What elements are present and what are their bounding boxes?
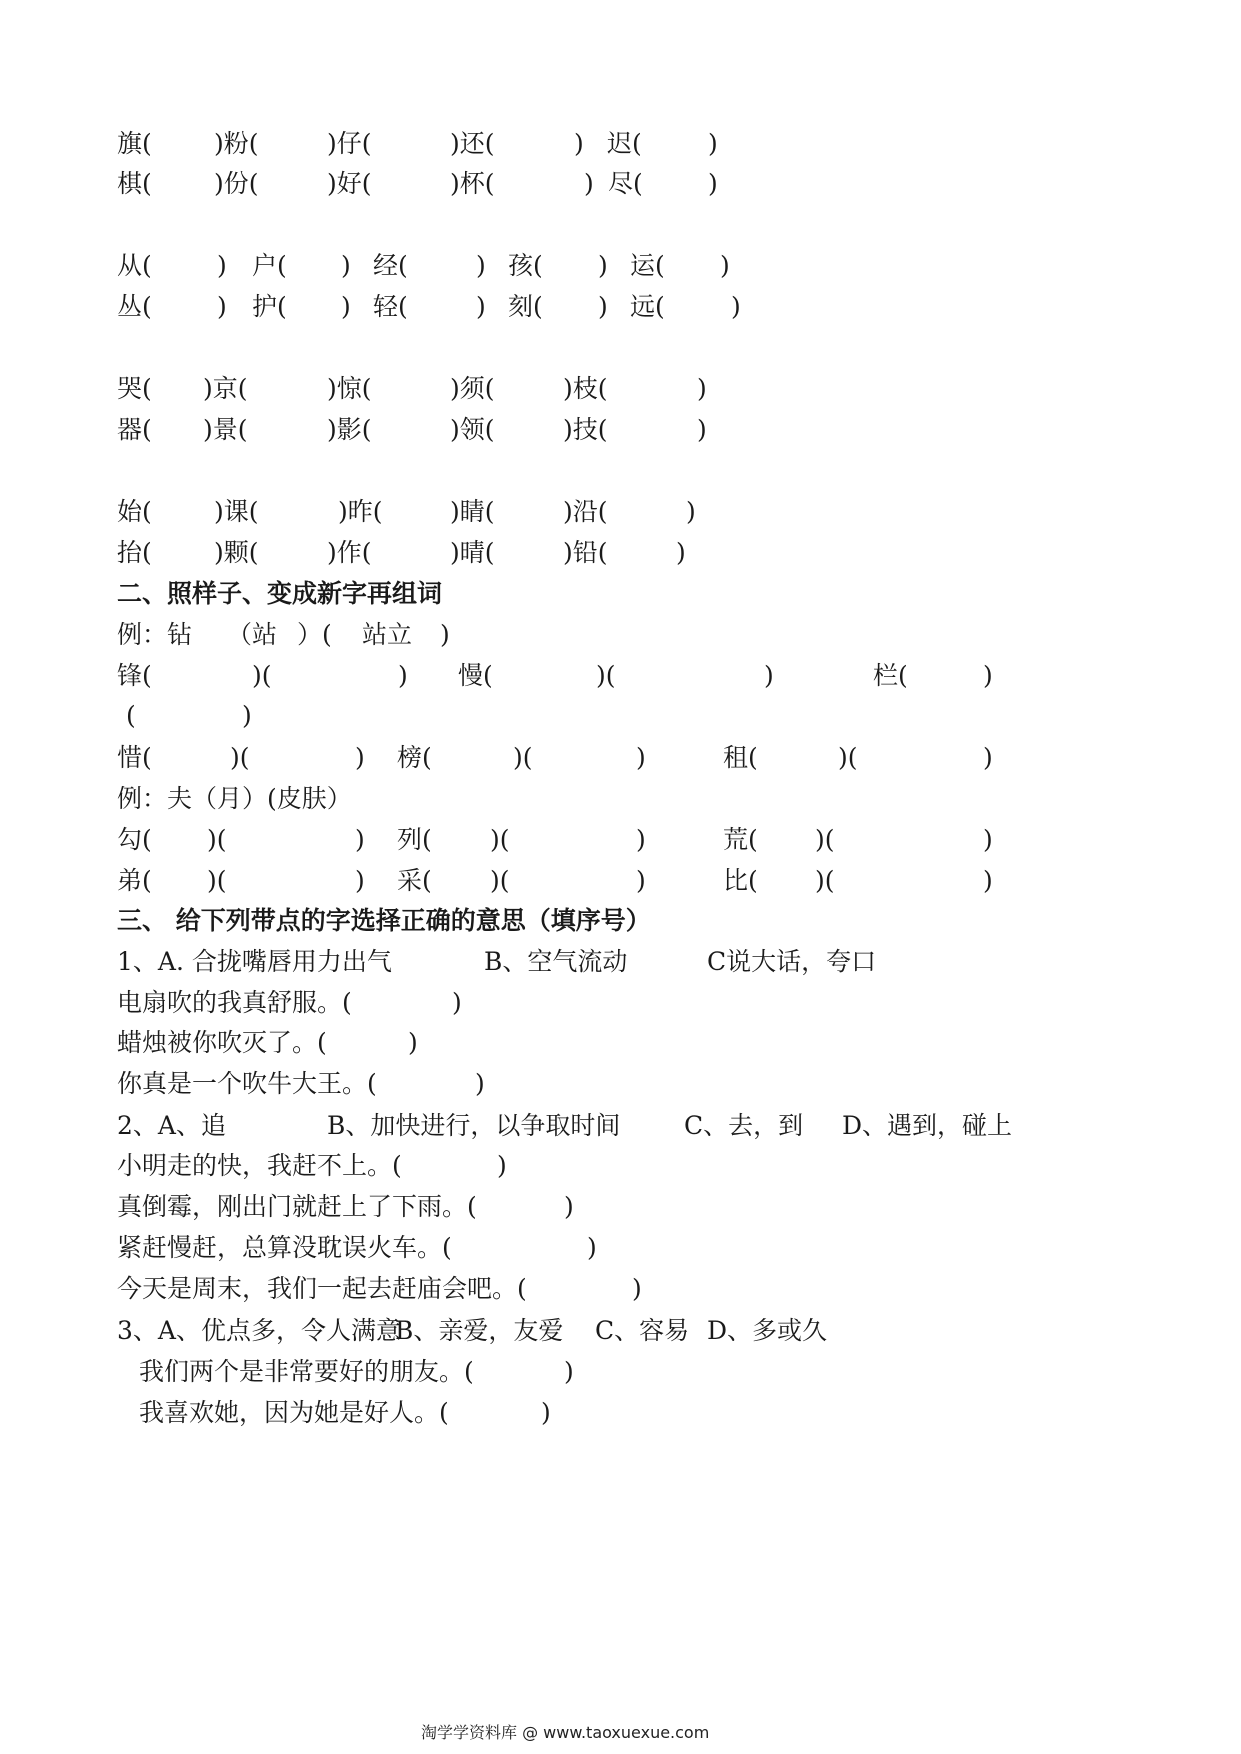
option-b: B、空气流动 xyxy=(484,947,628,976)
char-label: )还( xyxy=(450,129,495,158)
exercise-row xyxy=(0,656,1241,696)
paren-close: ) xyxy=(584,169,594,198)
sentence-row xyxy=(0,1393,1241,1433)
char-label: 租( xyxy=(723,743,758,772)
question-options xyxy=(0,1311,1241,1351)
char-label: 丛( xyxy=(117,292,152,321)
char-label: )粉( xyxy=(214,129,259,158)
paren-close: ) xyxy=(475,1069,485,1098)
paren-close: ) xyxy=(983,866,993,895)
char-label: )份( xyxy=(214,169,259,198)
paren-close: ) xyxy=(636,866,646,895)
paren-close: ) xyxy=(355,866,365,895)
paren: )( xyxy=(815,825,835,854)
question-options xyxy=(0,942,1241,982)
char-label: 惜( xyxy=(117,743,152,772)
paren-close: ) xyxy=(476,251,486,280)
option-a: 1、A. 合拢嘴唇用力出气 xyxy=(117,947,392,976)
char-label: )须( xyxy=(450,374,495,403)
paren-close: ) xyxy=(983,743,993,772)
char-label: 栏( xyxy=(873,661,908,690)
pair-row xyxy=(0,246,1241,286)
paren-close: ) xyxy=(598,292,608,321)
pair-row xyxy=(0,533,1241,573)
exercise-row xyxy=(0,738,1241,778)
exercise-row xyxy=(0,861,1241,901)
pair-row xyxy=(0,164,1241,204)
sentence-text: 我喜欢她，因为她是好人。( xyxy=(139,1398,449,1427)
sentence-row xyxy=(0,1187,1241,1227)
sentence-row xyxy=(0,1228,1241,1268)
char-label: 轻( xyxy=(373,292,408,321)
paren-close: ) xyxy=(476,292,486,321)
char-label: 棋( xyxy=(117,169,152,198)
pair-row xyxy=(0,287,1241,327)
char-label: 弟( xyxy=(117,866,152,895)
option-d: D、多或久 xyxy=(707,1316,828,1345)
paren-close: ) xyxy=(632,1274,642,1303)
paren-close: ) xyxy=(564,1192,574,1221)
sentence-row xyxy=(0,983,1241,1023)
paren-close: ) xyxy=(708,169,718,198)
example-text: （站 xyxy=(227,620,278,649)
paren-close: ) xyxy=(731,292,741,321)
paren-close: ) xyxy=(341,292,351,321)
paren: )( xyxy=(490,825,510,854)
pair-row xyxy=(0,410,1241,450)
char-label: )沿( xyxy=(563,497,608,526)
char-label: 尽( xyxy=(608,169,643,198)
char-label: 器( xyxy=(117,415,152,444)
char-label: 抬( xyxy=(117,538,152,567)
paren-close: ) xyxy=(242,701,252,730)
paren-close: ) xyxy=(217,251,227,280)
char-label: )昨( xyxy=(338,497,383,526)
paren: )( xyxy=(230,743,250,772)
paren: )( xyxy=(207,825,227,854)
example-text: ）( xyxy=(297,620,332,649)
question-options xyxy=(0,1106,1241,1146)
paren-close: ) xyxy=(983,661,993,690)
sentence-row xyxy=(0,1064,1241,1104)
sentence-text: 紧赶慢赶，总算没耽误火车。( xyxy=(117,1233,452,1262)
pair-row xyxy=(0,369,1241,409)
char-label: 采( xyxy=(397,866,432,895)
paren: ( xyxy=(126,701,136,730)
char-label: 刻( xyxy=(508,292,543,321)
char-label: 远( xyxy=(630,292,665,321)
char-label: 始( xyxy=(117,497,152,526)
char-label: 旗( xyxy=(117,129,152,158)
paren-close: ) xyxy=(686,497,696,526)
option-d: D、遇到，碰上 xyxy=(842,1111,1013,1140)
paren: )( xyxy=(490,866,510,895)
char-label: 勾( xyxy=(117,825,152,854)
paren-close: ) xyxy=(697,374,707,403)
paren-close: ) xyxy=(341,251,351,280)
char-label: )枝( xyxy=(563,374,608,403)
pair-row xyxy=(0,492,1241,532)
paren-close: ) xyxy=(497,1151,507,1180)
char-label: 列( xyxy=(397,825,432,854)
paren-close: ) xyxy=(355,743,365,772)
char-label: )颗( xyxy=(214,538,259,567)
char-label: )领( xyxy=(450,415,495,444)
sentence-row xyxy=(0,1269,1241,1309)
sentence-text: 你真是一个吹牛大王。( xyxy=(117,1069,377,1098)
sentence-row xyxy=(0,1023,1241,1063)
pair-row xyxy=(0,124,1241,164)
option-b: B、加快进行，以争取时间 xyxy=(327,1111,621,1140)
paren: )( xyxy=(815,866,835,895)
option-c: C说大话，夸口 xyxy=(707,947,877,976)
char-label: )技( xyxy=(563,415,608,444)
exercise-row xyxy=(0,820,1241,860)
paren-close: ) xyxy=(983,825,993,854)
paren: )( xyxy=(596,661,616,690)
sentence-row xyxy=(0,1146,1241,1186)
paren-close: ) xyxy=(452,988,462,1017)
paren: )( xyxy=(252,661,272,690)
paren: )( xyxy=(838,743,858,772)
example-text: ) xyxy=(440,620,450,649)
option-a: 2、A、追 xyxy=(117,1111,226,1140)
example-row: 例：夫（月）(皮肤） xyxy=(117,784,352,813)
example-label: 例：钻 xyxy=(117,620,193,649)
char-label: 荒( xyxy=(723,825,758,854)
option-c: C、容易 xyxy=(595,1316,690,1345)
paren-close: ) xyxy=(541,1398,551,1427)
paren-close: ) xyxy=(355,825,365,854)
char-label: )铅( xyxy=(563,538,608,567)
paren: )( xyxy=(207,866,227,895)
char-label: 锋( xyxy=(117,661,152,690)
char-label: 运( xyxy=(630,251,665,280)
footer-watermark: 淘学学资料库 @ www.taoxuexue.com xyxy=(421,1723,710,1742)
paren-close: ) xyxy=(587,1233,597,1262)
paren-close: ) xyxy=(636,825,646,854)
char-label: 哭( xyxy=(117,374,152,403)
sentence-row xyxy=(0,1352,1241,1392)
char-label: )作( xyxy=(327,538,372,567)
char-label: )仔( xyxy=(327,129,372,158)
char-label: )京( xyxy=(203,374,248,403)
char-label: 慢( xyxy=(458,661,493,690)
paren-close: ) xyxy=(708,129,718,158)
paren-close: ) xyxy=(636,743,646,772)
paren-close: ) xyxy=(720,251,730,280)
example-text: 站立 xyxy=(362,620,413,649)
paren-close: ) xyxy=(697,415,707,444)
char-label: 比( xyxy=(723,866,758,895)
paren-close: ) xyxy=(598,251,608,280)
char-label: )影( xyxy=(327,415,372,444)
paren-close: ) xyxy=(764,661,774,690)
paren-close: ) xyxy=(574,129,584,158)
char-label: )睛( xyxy=(450,497,495,526)
sentence-text: 小明走的快，我赶不上。( xyxy=(117,1151,402,1180)
char-label: )好( xyxy=(327,169,372,198)
char-label: 孩( xyxy=(508,251,543,280)
sentence-text: 今天是周末，我们一起去赶庙会吧。( xyxy=(117,1274,527,1303)
char-label: 护( xyxy=(252,292,287,321)
section-2-heading: 二、照样子、变成新字再组词 xyxy=(117,579,443,608)
exercise-row-wrap xyxy=(0,696,1241,736)
char-label: )景( xyxy=(203,415,248,444)
char-label: 户( xyxy=(252,251,287,280)
paren-close: ) xyxy=(408,1028,418,1057)
sentence-text: 真倒霉，刚出门就赶上了下雨。( xyxy=(117,1192,477,1221)
char-label: 经( xyxy=(373,251,408,280)
example-row xyxy=(0,615,1241,655)
paren-close: ) xyxy=(398,661,408,690)
sentence-text: 电扇吹的我真舒服。( xyxy=(117,988,352,1017)
sentence-text: 我们两个是非常要好的朋友。( xyxy=(139,1357,474,1386)
option-b: B、亲爱，友爱 xyxy=(395,1316,564,1345)
section-3-heading: 三、 给下列带点的字选择正确的意思（填序号） xyxy=(117,906,651,935)
option-c: C、去，到 xyxy=(684,1111,804,1140)
paren-close: ) xyxy=(676,538,686,567)
paren-close: ) xyxy=(564,1357,574,1386)
option-a: 3、A、优点多，令人满意 xyxy=(117,1316,401,1345)
sentence-text: 蜡烛被你吹灭了。( xyxy=(117,1028,327,1057)
char-label: )惊( xyxy=(327,374,372,403)
paren-close: ) xyxy=(217,292,227,321)
paren: )( xyxy=(513,743,533,772)
char-label: )杯( xyxy=(450,169,495,198)
char-label: 从( xyxy=(117,251,152,280)
char-label: 迟( xyxy=(607,129,642,158)
char-label: )晴( xyxy=(450,538,495,567)
char-label: )课( xyxy=(214,497,259,526)
char-label: 榜( xyxy=(397,743,432,772)
